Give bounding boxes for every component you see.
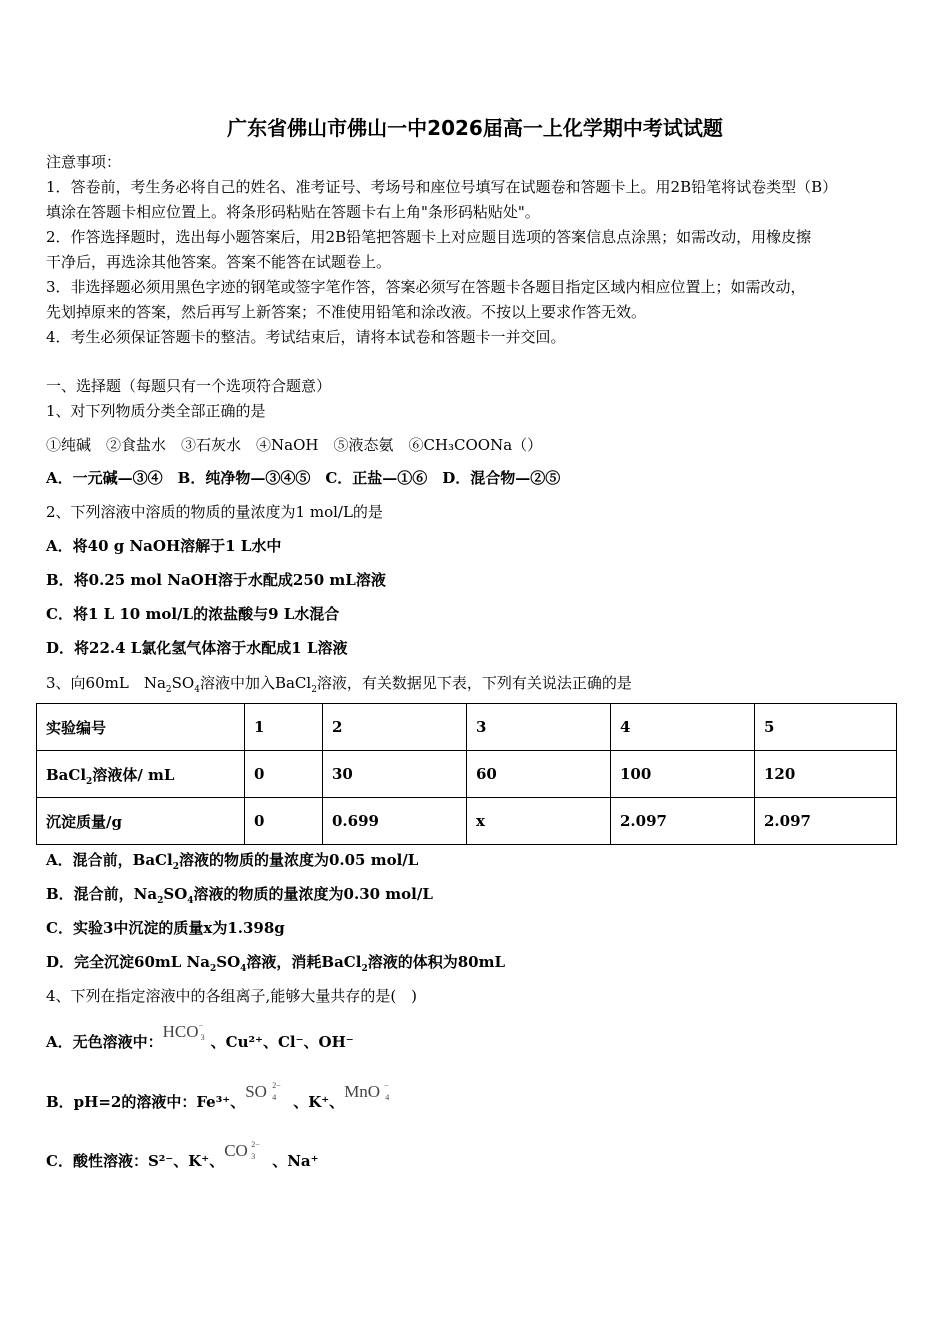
table-cell: 2.097	[755, 798, 897, 845]
table-cell: 1	[245, 704, 323, 751]
table-cell: 2	[323, 704, 467, 751]
q1-options: A．一元碱—③④ B．纯净物—③④⑤ C．正盐—①⑥ D．混合物—②⑤	[46, 469, 561, 487]
table-row	[37, 798, 897, 845]
ion-formula: CO 2− 3	[224, 1140, 260, 1161]
q4-stem: 4、下列在指定溶液中的各组离子,能够大量共存的是( )	[46, 987, 418, 1005]
q2-option-c: C．将1 L 10 mol/L的浓盐酸与9 L水混合	[46, 605, 340, 623]
q3-option-d: D．完全沉淀60mL $Na_2SO_4$溶液，消耗BaCl$_2$溶液的体积为80mL	[46, 953, 506, 974]
q2-option-a: A．将40 g NaOH溶解于1 L水中	[46, 537, 282, 555]
table-cell: 60	[467, 751, 611, 798]
notice-line: 先划掉原来的答案，然后再写上新答案；不准使用铅笔和涂改液。不按以上要求作答无效。	[46, 303, 647, 321]
q3-option-b: B．混合前，$Na_2SO_4$溶液的物质的量浓度为0.30 mol/L	[46, 885, 433, 906]
q3-stem: 3、向60mL $Na_2SO_4$溶液中加入BaCl$_2$溶液，有关数据见下表，下列有关说法正确的是	[46, 674, 632, 695]
q1-items: ①纯碱 ②食盐水 ③石灰水 ④NaOH ⑤液态氨 ⑥CH₃COONa（）	[46, 436, 543, 454]
table-cell: 0	[245, 798, 323, 845]
table-row	[37, 704, 897, 751]
ion-formula: HCO − 3	[162, 1021, 205, 1042]
q4-option-b: B．pH=2的溶液中：Fe³⁺、SO 2− 4 、K⁺、MnO − 4	[46, 1092, 392, 1112]
table-cell: 0	[245, 751, 323, 798]
q4-option-c: C．酸性溶液：S²⁻、K⁺、CO 2− 3 、Na⁺	[46, 1140, 319, 1170]
q2-option-b: B．将0.25 mol NaOH溶于水配成250 mL溶液	[46, 571, 386, 589]
table-cell: 5	[755, 704, 897, 751]
ion-formula: MnO − 4	[344, 1081, 390, 1102]
table-cell: 100	[611, 751, 755, 798]
q3-option-a: A．混合前，BaCl$_2$溶液的物质的量浓度为0.05 mol/L	[46, 851, 419, 872]
table-cell: 0.699	[323, 798, 467, 845]
table-cell: x	[467, 798, 611, 845]
table-cell: 沉淀质量/g	[37, 798, 245, 845]
q1-stem: 1、对下列物质分类全部正确的是	[46, 402, 266, 420]
q2-stem: 2、下列溶液中溶质的物质的量浓度为1 mol/L的是	[46, 503, 383, 521]
table-cell: 120	[755, 751, 897, 798]
table-cell: BaCl$_2$溶液体/ mL	[37, 751, 245, 798]
section-heading: 一、选择题（每题只有一个选项符合题意）	[46, 377, 332, 395]
table-row	[37, 751, 897, 798]
q2-option-d: D．将22.4 L氯化氢气体溶于水配成1 L溶液	[46, 639, 348, 657]
notice-line: 干净后，再选涂其他答案。答案不能答在试题卷上。	[46, 253, 392, 271]
notice-line: 填涂在答题卡相应位置上。将条形码粘贴在答题卡右上角"条形码粘贴处"。	[46, 203, 540, 221]
page-title: 广东省佛山市佛山一中2026届高一上化学期中考试试题	[227, 116, 723, 140]
notice-line: 4．考生必须保证答题卡的整洁。考试结束后，请将本试卷和答题卡一并交回。	[46, 328, 566, 346]
table-cell: 4	[611, 704, 755, 751]
q3-data-table	[36, 703, 897, 845]
q3-option-c: C．实验3中沉淀的质量x为1.398g	[46, 919, 285, 937]
table-cell: 实验编号	[37, 704, 245, 751]
table-cell: 3	[467, 704, 611, 751]
ion-formula: SO 2− 4	[245, 1081, 281, 1102]
table-cell: 2.097	[611, 798, 755, 845]
notice-line: 3．非选择题必须用黑色字迹的钢笔或签字笔作答，答案必须写在答题卡各题目指定区域内相应位置上；如需改动，	[46, 278, 806, 296]
q4-option-a: A．无色溶液中：HCO − 3 、Cu²⁺、Cl⁻、OH⁻	[46, 1021, 354, 1051]
notice-line: 1．答卷前，考生务必将自己的姓名、准考证号、考场号和座位号填写在试题卷和答题卡上。用2B铅笔将试卷类型（B）	[46, 178, 838, 196]
table-cell: 30	[323, 751, 467, 798]
notice-heading: 注意事项：	[46, 153, 122, 171]
notice-line: 2．作答选择题时，选出每小题答案后，用2B铅笔把答题卡上对应题目选项的答案信息点涂黑；如需改动，用橡皮擦	[46, 228, 812, 246]
